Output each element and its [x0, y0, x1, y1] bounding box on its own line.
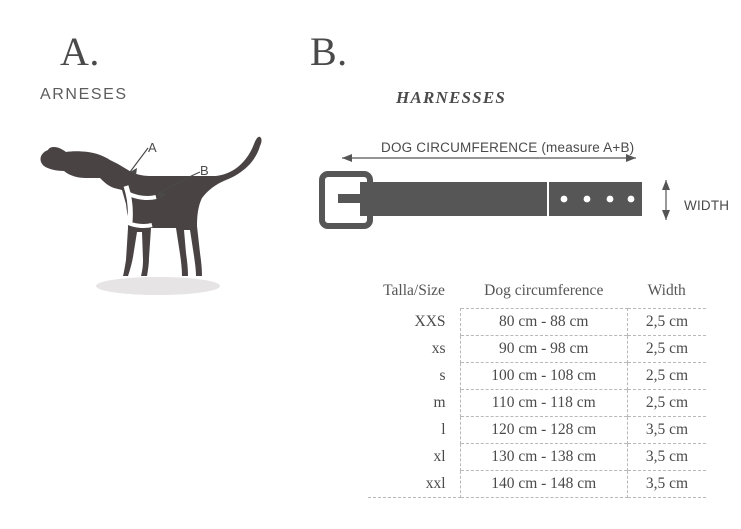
table-row	[368, 390, 706, 417]
cell-circumference: 120 cm - 128 cm	[460, 417, 627, 444]
cell-width: 3,5 cm	[627, 444, 706, 471]
column-header-circumference: Dog circumference	[484, 282, 604, 299]
dog-circumference-label: DOG CIRCUMFERENCE (measure A+B)	[381, 140, 635, 155]
cell-circumference: 130 cm - 138 cm	[460, 444, 627, 471]
cell-width: 3,5 cm	[627, 417, 706, 444]
table-row	[368, 444, 706, 471]
panel-b-title: HARNESSES	[396, 88, 507, 107]
panel-a-letter: A.	[60, 29, 100, 74]
panel-b-letter: B.	[310, 29, 348, 74]
cell-width: 2,5 cm	[627, 309, 706, 336]
cell-size: xl	[368, 444, 460, 471]
cell-size: xxl	[368, 471, 460, 498]
table-row	[368, 417, 706, 444]
cell-circumference: 110 cm - 118 cm	[460, 390, 627, 417]
cell-size: s	[368, 363, 460, 390]
cell-width: 2,5 cm	[627, 363, 706, 390]
cell-width: 3,5 cm	[627, 471, 706, 498]
panel-a-title: ARNESES	[40, 86, 128, 103]
cell-circumference: 90 cm - 98 cm	[460, 336, 627, 363]
cell-size: xs	[368, 336, 460, 363]
cell-circumference: 80 cm - 88 cm	[460, 309, 627, 336]
harness-strap-label-b: B	[200, 163, 209, 178]
harness-strap-label-a: A	[148, 140, 157, 155]
table-header-row	[368, 280, 706, 309]
cell-width: 2,5 cm	[627, 336, 706, 363]
column-header-size: Talla/Size	[383, 282, 445, 300]
cell-size: XXS	[368, 309, 460, 336]
cell-size: l	[368, 417, 460, 444]
cell-width: 2,5 cm	[627, 390, 706, 417]
table-row	[368, 336, 706, 363]
cell-circumference: 100 cm - 108 cm	[460, 363, 627, 390]
size-chart-table	[368, 280, 706, 498]
table-row	[368, 471, 706, 498]
harness-strap-icon	[300, 130, 720, 270]
table-row	[368, 363, 706, 390]
width-label: WIDTH	[684, 198, 730, 213]
table-row	[368, 309, 706, 336]
cell-size: m	[368, 390, 460, 417]
cell-circumference: 140 cm - 148 cm	[460, 471, 627, 498]
panel-harness-illustration	[0, 0, 296, 529]
column-header-width: Width	[647, 282, 686, 299]
